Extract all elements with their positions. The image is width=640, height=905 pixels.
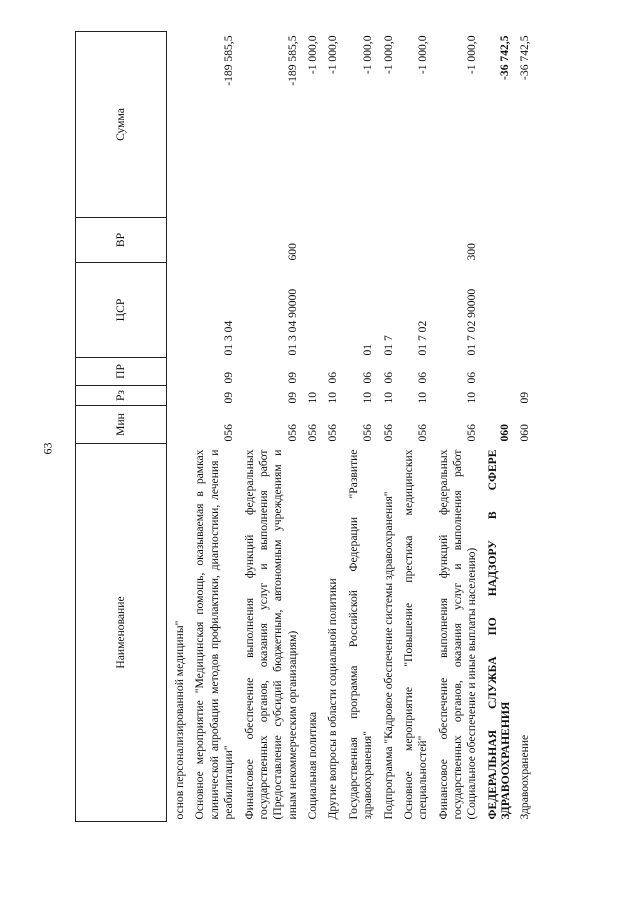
row-csr: [167, 263, 191, 358]
row-csr: [303, 263, 323, 358]
row-csr: 01 7 02 90000: [465, 288, 479, 356]
row-pr: [515, 358, 535, 386]
header-name: Наименование: [76, 444, 167, 822]
row-min: 060: [498, 424, 512, 442]
header-min: Мин: [76, 406, 167, 444]
table-row: [323, 32, 343, 822]
row-vr: 600: [285, 243, 299, 261]
row-vr: [399, 218, 434, 263]
row-vr: [167, 218, 191, 263]
row-name: Социальная политика: [306, 711, 319, 820]
row-csr: 01: [361, 343, 375, 356]
table-row: [190, 32, 239, 822]
row-min: 056: [326, 424, 340, 442]
row-min: 056: [465, 424, 479, 442]
header-csr: ЦСР: [76, 263, 167, 358]
row-csr: [323, 263, 343, 358]
page-number: 63: [40, 442, 55, 455]
row-rz: 10: [326, 391, 340, 404]
header-pr: ПР: [76, 358, 167, 386]
row-sum: -36 742,5: [518, 35, 532, 80]
row-csr: 01 7 02: [416, 320, 430, 356]
table-row: [167, 32, 191, 822]
row-rz: 10: [306, 391, 319, 404]
row-min: 056: [285, 424, 299, 442]
row-csr: 01 3 04 90000: [285, 288, 299, 356]
budget-table: [75, 31, 536, 822]
row-name: Подпрограмма "Кадровое обеспечение системы здравоохранения": [381, 491, 395, 820]
row-pr: 06: [381, 371, 395, 384]
table-row: [483, 32, 516, 822]
table-row: [344, 32, 379, 822]
table-header-row: [76, 32, 167, 822]
row-vr: [323, 218, 343, 263]
header-rz: Рз: [76, 386, 167, 406]
row-name: ФЕДЕРАЛЬНАЯ СЛУЖБА ПО НАДЗОРУ В СФЕРЕ ЗДРАВООХРАНЕНИЯ: [485, 449, 513, 820]
row-pr: 09: [222, 371, 236, 384]
row-sum: -1 000,0: [465, 35, 479, 75]
row-name: Другие вопросы в области социальной политики: [326, 578, 340, 820]
row-vr: 300: [465, 243, 479, 261]
row-min: 056: [306, 424, 319, 442]
row-vr: [303, 218, 323, 263]
budget-table-container: [75, 32, 585, 822]
row-rz: 10: [361, 391, 375, 404]
table-row: [379, 32, 399, 822]
row-pr: [167, 358, 191, 386]
row-min: 056: [361, 424, 375, 442]
row-name: основ персонализированной медицины": [173, 620, 186, 820]
row-rz: 09: [285, 391, 299, 404]
header-sum: Сумма: [76, 32, 167, 218]
row-min: 060: [518, 424, 532, 442]
row-vr: [190, 218, 239, 263]
row-csr: [515, 263, 535, 358]
row-min: 056: [222, 424, 236, 442]
row-sum: -189 585,5: [222, 35, 236, 86]
row-pr: 09: [285, 371, 299, 384]
row-csr: [483, 263, 516, 358]
row-name: Финансовое обеспечение выполнения функций федеральных государственных органов, оказания услуг и выполнения работ (Социальное обеспечение и иные выплаты населению): [436, 449, 479, 820]
row-rz: 09: [222, 391, 236, 404]
row-sum: -1 000,0: [361, 35, 375, 75]
row-pr: 06: [465, 371, 479, 384]
row-vr: [344, 218, 379, 263]
row-rz: 10: [465, 391, 479, 404]
header-vr: ВР: [76, 218, 167, 263]
row-sum: -36 742,5: [498, 35, 512, 80]
row-name: Государственная программа Российской Федерации "Развитие здравоохранения": [346, 449, 375, 820]
row-rz: 10: [381, 391, 395, 404]
row-sum: -1 000,0: [326, 35, 340, 75]
table-row: [240, 32, 304, 822]
row-name: Основное мероприятие "Медицинская помощь, оказываемая в рамках клинической апробации методов профилактики, диагностики, лечения и реабилитации": [193, 449, 236, 820]
row-sum: [167, 32, 191, 218]
table-row: [399, 32, 434, 822]
row-rz: [167, 386, 191, 406]
row-name: Здравоохранение: [518, 734, 532, 820]
row-sum: -189 585,5: [285, 35, 299, 86]
row-sum: -1 000,0: [381, 35, 395, 75]
row-vr: [483, 218, 516, 263]
row-pr: [483, 358, 516, 386]
row-pr: 06: [326, 371, 340, 384]
row-min: 056: [416, 424, 430, 442]
table-row: [303, 32, 323, 822]
row-pr: 06: [416, 371, 430, 384]
table-row: [515, 32, 535, 822]
row-pr: [303, 358, 323, 386]
row-rz: [483, 386, 516, 406]
row-sum: -1 000,0: [306, 35, 319, 75]
row-min: 056: [381, 424, 395, 442]
row-min: [167, 406, 191, 444]
row-name: Финансовое обеспечение выполнения функций федеральных государственных органов, оказания услуг и выполнения работ (Предоставление субсидий бюджетным, автономным учреждениям и иным некоммерческим организациям): [242, 449, 299, 820]
row-csr: 01 3 04: [222, 320, 236, 356]
row-vr: [379, 218, 399, 263]
row-name: Основное мероприятие "Повышение престижа медицинских специальностей": [401, 449, 430, 820]
row-csr: 01 7: [381, 335, 395, 356]
row-pr: 06: [361, 371, 375, 384]
row-sum: -1 000,0: [416, 35, 430, 75]
table-row: [434, 32, 483, 822]
row-rz: 09: [518, 391, 532, 404]
row-rz: 10: [416, 391, 430, 404]
row-vr: [515, 218, 535, 263]
